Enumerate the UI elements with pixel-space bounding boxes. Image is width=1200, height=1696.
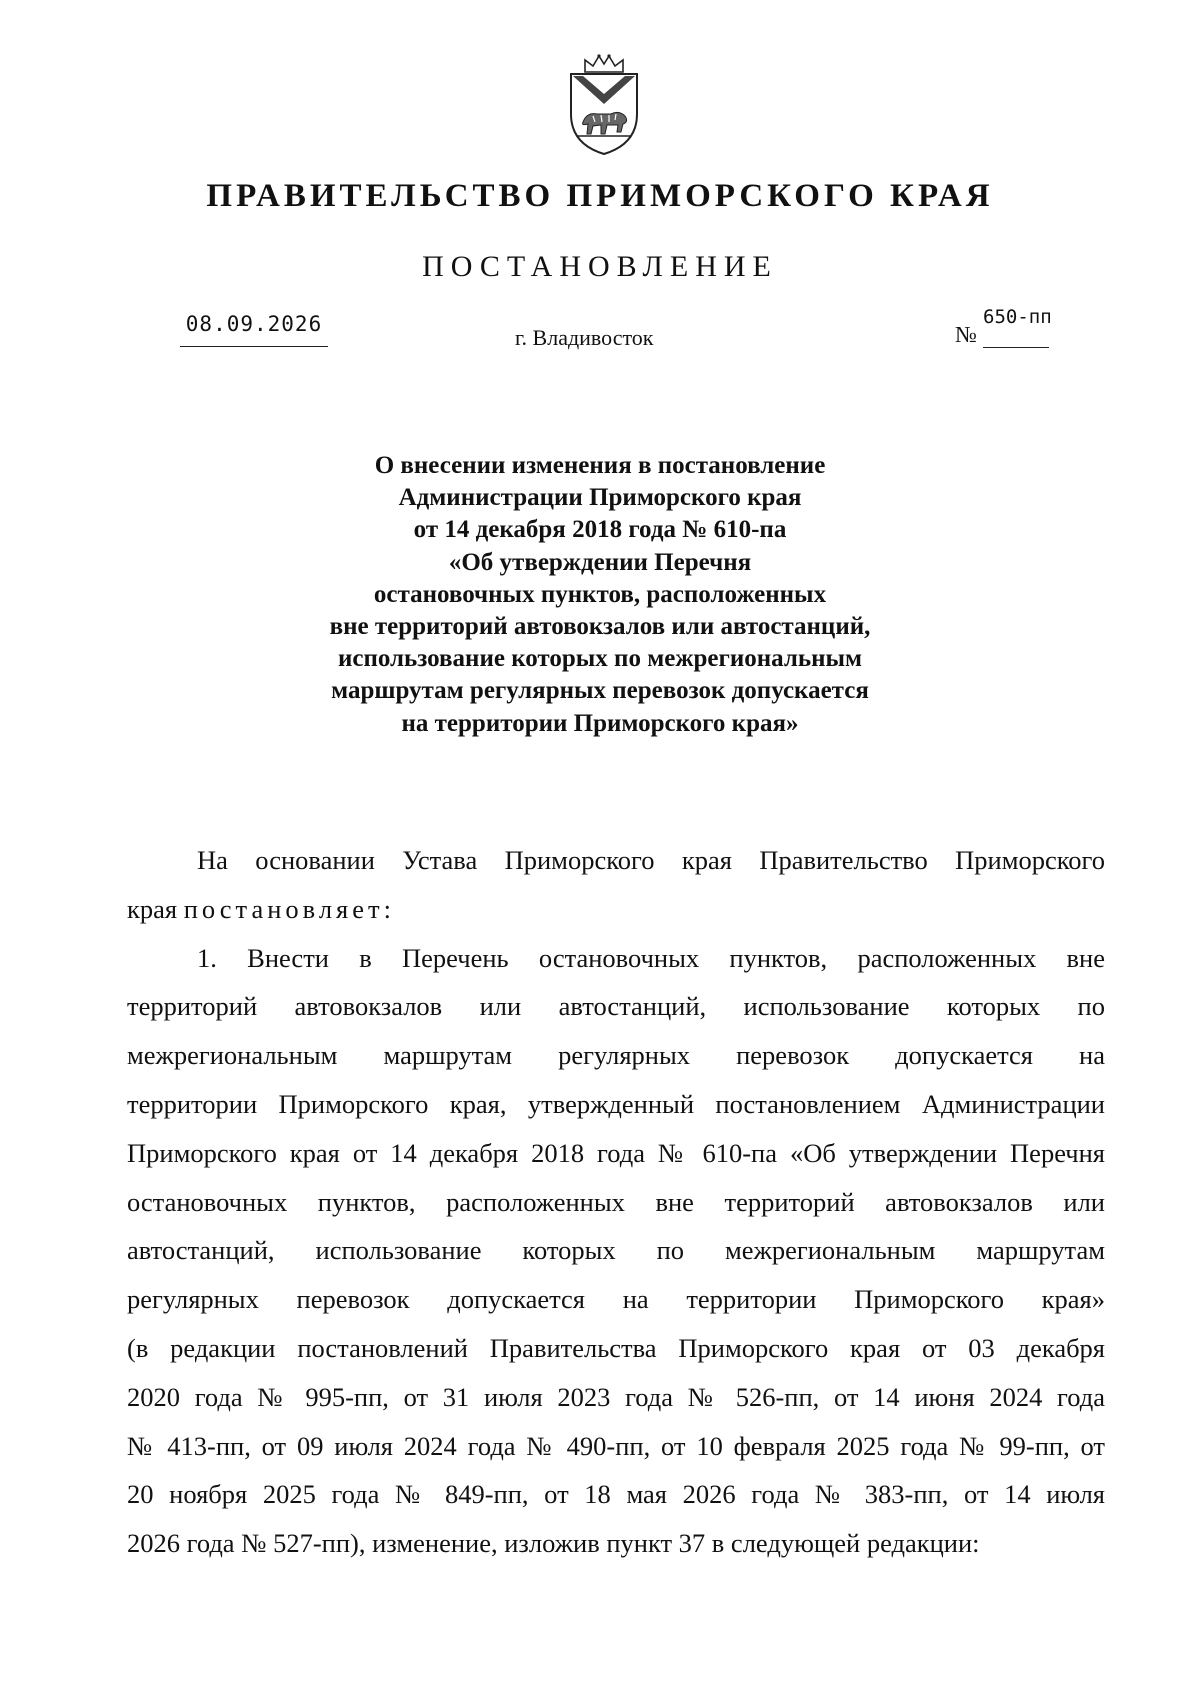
- subject-line: использование которых по межрегиональным: [337, 645, 863, 673]
- body-line: территорий автовокзалов или автостанций, использование которых по: [127, 991, 1105, 1022]
- body-line: 1. Внести в Перечень остановочных пунктов, расположенных вне: [197, 942, 1105, 973]
- subject-line: маршрутам регулярных перевозок допускается: [331, 677, 869, 705]
- subject-line: на территории Приморского края»: [401, 709, 799, 737]
- document-number: 650-пп: [983, 306, 1052, 328]
- document-city: г. Владивосток: [515, 325, 654, 350]
- document-body: [127, 836, 1105, 1568]
- body-line: межрегиональным маршрутам регулярных перевозок допускается на: [127, 1040, 1105, 1071]
- document-type: ПОСТАНОВЛЕНИЕ: [422, 250, 778, 283]
- subject-line: «Об утверждении Перечня: [448, 548, 752, 576]
- body-text-prefix: края: [127, 893, 184, 924]
- organization-title: ПРАВИТЕЛЬСТВО ПРИМОРСКОГО КРАЯ: [206, 178, 994, 214]
- body-line: регулярных перевозок допускается на территории Приморского края»: [127, 1284, 1105, 1315]
- number-sign: №: [955, 322, 977, 347]
- body-line: № 413-пп, от 09 июля 2024 года № 490-пп, от 10 февраля 2025 года № 99-пп, от: [127, 1430, 1105, 1461]
- number-underline: [983, 347, 1049, 348]
- subject-line: остановочных пунктов, расположенных: [373, 580, 827, 608]
- coat-of-arms-emblem: [563, 52, 645, 158]
- body-line: 2026 года № 527-пп), изменение, изложив пункт 37 в следующей редакции:: [127, 1528, 980, 1559]
- body-line-resolves: [127, 885, 1105, 934]
- body-line: 20 ноября 2025 года № 849-пп, от 18 мая 2026 года № 383-пп, от 14 июля: [127, 1479, 1105, 1510]
- subject-line: Администрации Приморского края: [398, 484, 802, 512]
- resolves-word: постановляет:: [183, 893, 395, 924]
- body-line: (в редакции постановлений Правительства Приморского края от 03 декабря: [127, 1332, 1105, 1363]
- body-line: Приморского края от 14 декабря 2018 года № 610-па «Об утверждении Перечня: [127, 1137, 1105, 1168]
- subject-line: от 14 декабря 2018 года № 610-па: [413, 516, 787, 544]
- body-line: территории Приморского края, утвержденный постановлением Администрации: [127, 1088, 1105, 1119]
- body-line: остановочных пунктов, расположенных вне территорий автовокзалов или: [127, 1186, 1105, 1217]
- document-date: 08.09.2026: [180, 312, 328, 347]
- body-line: На основании Устава Приморского края Правительство Приморского: [197, 845, 1105, 875]
- body-line: автостанций, использование которых по межрегиональным маршрутам: [127, 1235, 1105, 1266]
- subject-line: О внесении изменения в постановление: [374, 452, 826, 479]
- body-line: 2020 года № 995-пп, от 31 июля 2023 года № 526-пп, от 14 июня 2024 года: [127, 1381, 1105, 1412]
- subject-line: вне территорий автовокзалов или автостанций,: [329, 613, 871, 641]
- document-subject: [200, 450, 1000, 740]
- coat-of-arms-icon: [563, 52, 645, 158]
